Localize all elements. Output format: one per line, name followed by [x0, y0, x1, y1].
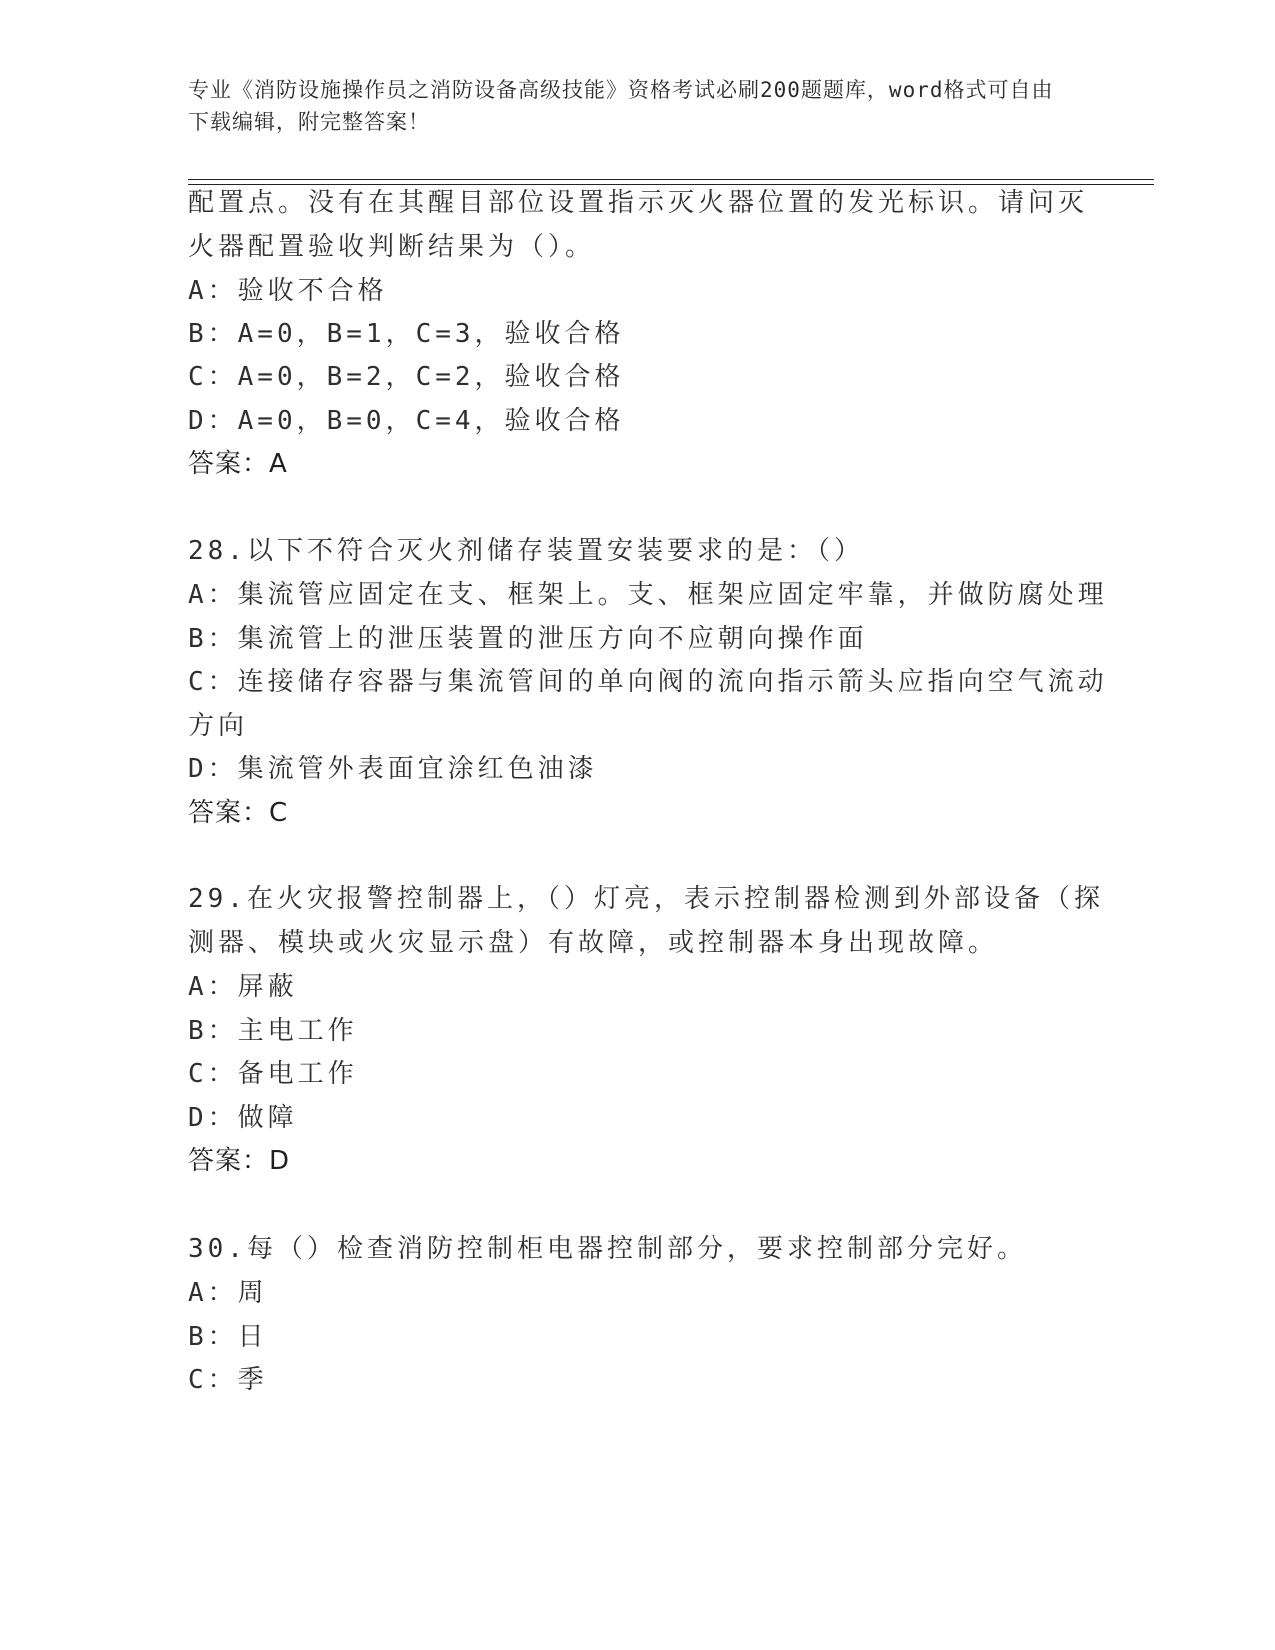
question-29-answer: 答案：D: [188, 1146, 291, 1176]
question-30-stem: 30.每（）检查消防控制柜电器控制部分，要求控制部分完好。: [188, 1234, 1027, 1264]
question-30-option-c: C：季: [188, 1365, 268, 1395]
question-27-stem-line-2: 火器配置验收判断结果为（）。: [188, 232, 596, 262]
question-28-option-a: A：集流管应固定在支、框架上。支、框架应固定牢靠，并做防腐处理: [188, 580, 1108, 610]
question-27-answer: 答案：A: [188, 449, 288, 479]
question-29-option-a: A：屏蔽: [188, 972, 298, 1002]
question-27-option-b: B：A=0，B=1，C=3，验收合格: [188, 319, 625, 349]
header-divider-top: [188, 179, 1154, 180]
question-29-option-b: B：主电工作: [188, 1016, 358, 1046]
question-27-option-c: C：A=0，B=2，C=2，验收合格: [188, 362, 625, 392]
question-30-option-b: B：日: [188, 1322, 268, 1352]
question-29-option-c: C：备电工作: [188, 1059, 358, 1089]
question-27-option-d: D：A=0，B=0，C=4，验收合格: [188, 406, 625, 436]
question-27-stem-line-1: 配置点。没有在其醒目部位设置指示灭火器位置的发光标识。请问灭: [188, 188, 1089, 218]
question-28-option-c-line-1: C：连接储存容器与集流管间的单向阀的流向指示箭头应指向空气流动: [188, 667, 1108, 697]
question-29-option-d: D：做障: [188, 1103, 298, 1133]
question-28-option-d: D：集流管外表面宜涂红色油漆: [188, 754, 598, 784]
question-30-option-a: A：周: [188, 1278, 268, 1308]
header-divider-bottom: [188, 184, 1154, 185]
question-27-option-a: A：验收不合格: [188, 276, 388, 306]
question-28-answer: 答案：C: [188, 798, 289, 828]
question-28-stem: 28.以下不符合灭火剂储存装置安装要求的是：（）: [188, 536, 864, 566]
question-29-stem-line-1: 29.在火灾报警控制器上，（）灯亮，表示控制器检测到外部设备（探: [188, 884, 1104, 914]
question-29-stem-line-2: 测器、模块或火灾显示盘）有故障，或控制器本身出现故障。: [188, 928, 999, 958]
question-28-option-c-line-2: 方向: [188, 711, 249, 741]
question-28-option-b: B：集流管上的泄压装置的泄压方向不应朝向操作面: [188, 624, 868, 654]
document-header: 专业《消防设施操作员之消防设备高级技能》资格考试必刷200题题库，word格式可自由下载编辑，附完整答案！: [188, 78, 1054, 134]
